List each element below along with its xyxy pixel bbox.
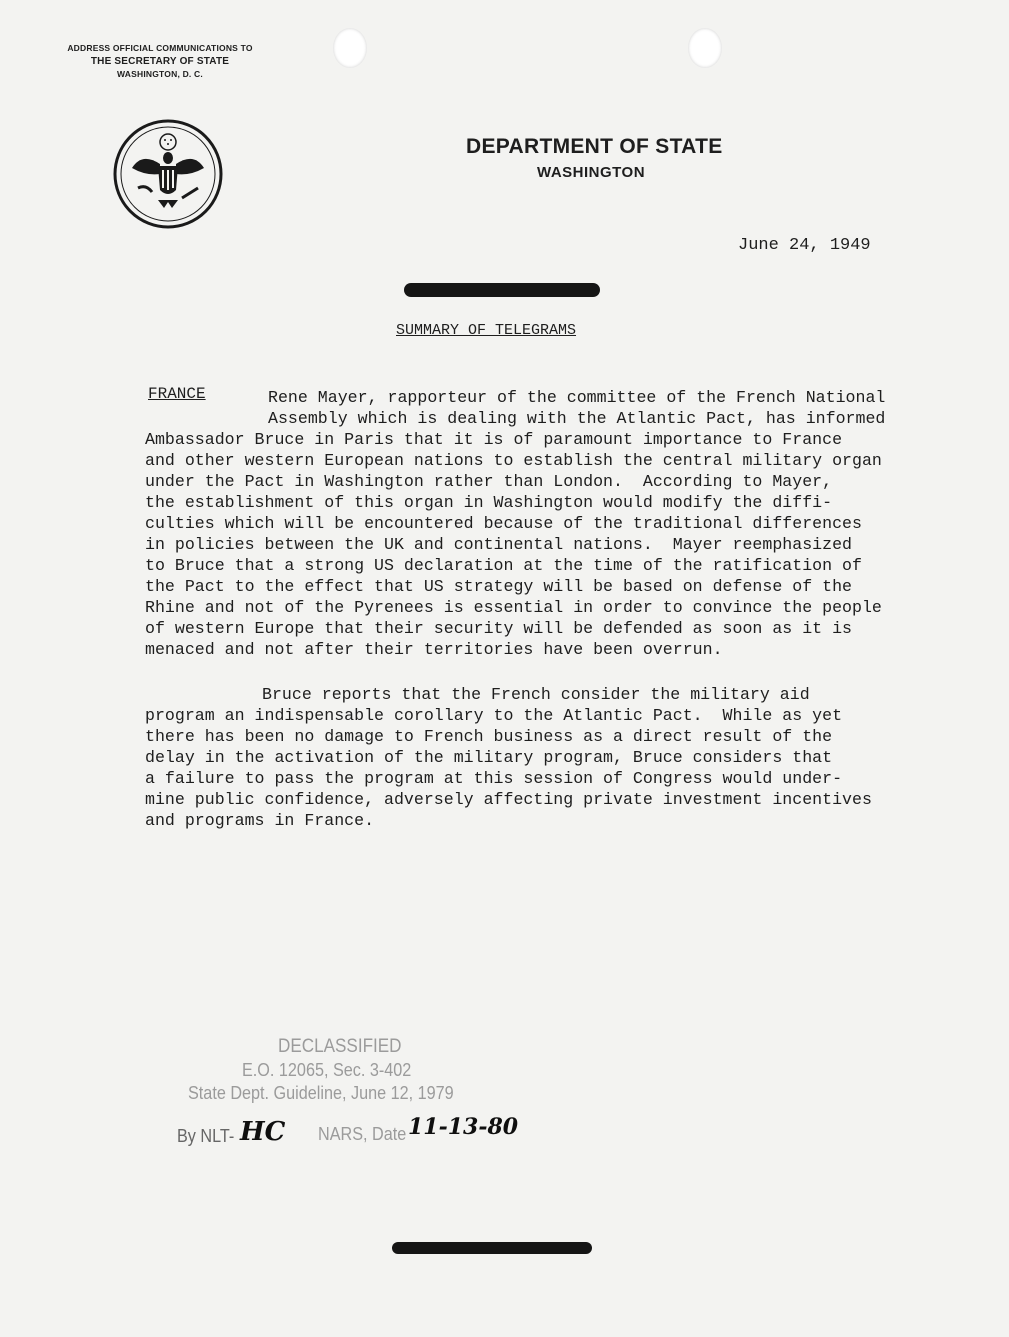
p1-line-12: of western Europe that their security will be defended as soon as it is [145, 619, 853, 638]
document-date: June 24, 1949 [738, 236, 871, 255]
document-title: SUMMARY OF TELEGRAMS [396, 322, 577, 339]
p2-line-7: and programs in France. [145, 811, 375, 830]
department-name: DEPARTMENT OF STATE [466, 135, 723, 158]
stamp-line-4-mid: NARS, Date [318, 1124, 407, 1144]
p1-line-3: Ambassador Bruce in Paris that it is of paramount importance to France [145, 430, 843, 449]
p2-line-4: delay in the activation of the military program, Bruce considers that [145, 748, 833, 767]
classification-redaction-top [404, 283, 600, 297]
p2-line-3: there has been no damage to French business as a direct result of the [145, 727, 833, 746]
classification-redaction-bottom [392, 1242, 592, 1254]
p1-line-10: the Pact to the effect that US strategy will be based on defense of the [145, 577, 853, 596]
address-block [60, 42, 260, 81]
p2-line-5: a failure to pass the program at this session of Congress would under- [145, 769, 843, 788]
p1-line-7: culties which will be encountered because of the traditional differences [145, 514, 862, 533]
p1-line-13: menaced and not after their territories have been overrun. [145, 640, 723, 659]
stamp-line-1: DECLASSIFIED [278, 1036, 402, 1057]
p1-line-8: in policies between the UK and continental nations. Mayer reemphasized [145, 535, 853, 554]
department-city: WASHINGTON [537, 164, 646, 181]
punch-hole-right [688, 28, 722, 68]
p1-line-6: the establishment of this organ in Washington would modify the diffi- [145, 493, 833, 512]
section-country: FRANCE [148, 385, 206, 403]
address-line-2: THE SECRETARY OF STATE [90, 56, 230, 67]
p1-line-2: Assembly which is dealing with the Atlantic Pact, has informed [268, 409, 886, 428]
great-seal-icon [112, 118, 224, 230]
p1-line-9: to Bruce that a strong US declaration at the time of the ratification of [145, 556, 862, 575]
stamp-line-3: State Dept. Guideline, June 12, 1979 [188, 1083, 454, 1103]
p1-line-5: under the Pact in Washington rather than London. According to Mayer, [145, 472, 833, 491]
p2-line-6: mine public confidence, adversely affecting private investment incentives [145, 790, 872, 809]
address-line-1: ADDRESS OFFICIAL COMMUNICATIONS TO [67, 43, 253, 53]
p1-line-11: Rhine and not of the Pyrenees is essential in order to convince the people [145, 598, 882, 617]
p2-line-2: program an indispensable corollary to the Atlantic Pact. While as yet [145, 706, 843, 725]
stamp-line-4-prefix: By NLT- [177, 1126, 235, 1146]
stamp-initials: HC [240, 1117, 286, 1147]
stamp-date: 11-13-80 [408, 1114, 519, 1140]
address-line-3: WASHINGTON, D. C. [117, 69, 203, 79]
p1-line-4: and other western European nations to establish the central military organ [145, 451, 882, 470]
punch-hole-left [333, 28, 367, 68]
stamp-line-2: E.O. 12065, Sec. 3-402 [242, 1060, 412, 1080]
p1-line-1: Rene Mayer, rapporteur of the committee of the French National [268, 388, 886, 407]
p2-line-1: Bruce reports that the French consider the military aid [262, 685, 810, 704]
